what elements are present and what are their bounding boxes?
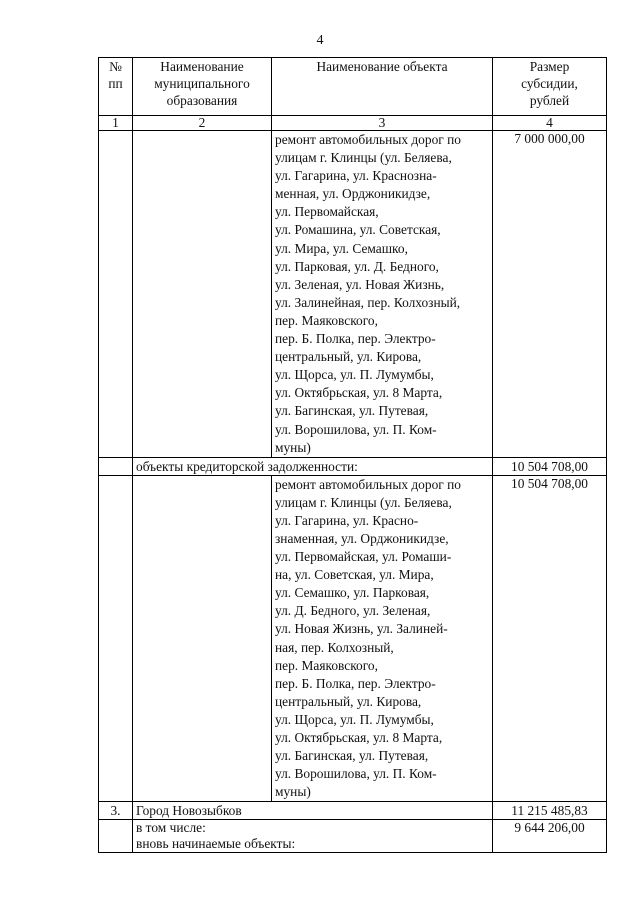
object-line: ул. Залинейная, пер. Колхозный, bbox=[275, 294, 461, 310]
object-line: ул. Ворошилова, ул. П. Ком- bbox=[275, 766, 437, 782]
table-row bbox=[99, 802, 607, 820]
breakdown-line: в том числе: bbox=[136, 820, 206, 836]
object-line: пер. Б. Полка, пер. Электро- bbox=[275, 331, 436, 347]
object-line: улицам г. Клинцы (ул. Беляева, bbox=[275, 150, 452, 166]
header-line: Наименование bbox=[160, 59, 244, 74]
table-row bbox=[99, 820, 607, 853]
object-line: ул. Мира, ул. Семашко, bbox=[275, 240, 408, 256]
subsidy-amount: 11 215 485,83 bbox=[493, 802, 607, 820]
object-line: муны) bbox=[275, 784, 311, 800]
object-description bbox=[272, 475, 493, 802]
object-line: пер. Маяковского, bbox=[275, 657, 378, 673]
table-header-row bbox=[99, 58, 607, 116]
page-number: 4 bbox=[316, 33, 324, 48]
object-line: ул. Гагарина, ул. Краснозна- bbox=[275, 168, 437, 184]
object-line: улицам г. Клинцы (ул. Беляева, bbox=[275, 494, 452, 510]
object-line: ул. Д. Бедного, ул. Зеленая, bbox=[275, 603, 431, 619]
object-line: ул. Гагарина, ул. Красно- bbox=[275, 512, 419, 528]
header-number bbox=[99, 58, 133, 116]
breakdown-label bbox=[133, 820, 493, 853]
object-line: муны) bbox=[275, 439, 311, 455]
header-line: образования bbox=[166, 93, 238, 108]
subsidy-amount: 9 644 206,00 bbox=[493, 820, 607, 853]
object-line: менная, ул. Орджоникидзе, bbox=[275, 186, 431, 202]
object-line: ул. Октябрьская, ул. 8 Марта, bbox=[275, 730, 443, 745]
object-line: ул. Семашко, ул. Парковая, bbox=[275, 585, 430, 601]
object-line: ул. Первомайская, ул. Ромаши- bbox=[275, 549, 452, 565]
breakdown-line: вновь начинаемые объекты: bbox=[136, 836, 296, 852]
header-line: Размер bbox=[529, 59, 570, 74]
object-line: ул. Багинская, ул. Путевая, bbox=[275, 748, 429, 764]
object-line: центральный, ул. Кирова, bbox=[275, 693, 422, 709]
row-number: 3. bbox=[99, 802, 133, 820]
column-number: 2 bbox=[133, 116, 272, 131]
subtotal-label: объекты кредиторской задолженности: bbox=[133, 457, 493, 475]
column-number: 1 bbox=[99, 116, 133, 131]
object-line: ул. Ворошилова, ул. П. Ком- bbox=[275, 421, 437, 437]
object-line: ул. Ромашина, ул. Советская, bbox=[275, 222, 441, 238]
object-line: пер. Б. Полка, пер. Электро- bbox=[275, 675, 436, 691]
object-line: ул. Первомайская, bbox=[275, 204, 379, 220]
object-line: ул. Багинская, ул. Путевая, bbox=[275, 403, 429, 419]
header-line: рублей bbox=[529, 93, 570, 108]
object-line: ул. Новая Жизнь, ул. Залиней- bbox=[275, 621, 448, 637]
object-line: ул. Щорса, ул. П. Лумумбы, bbox=[275, 711, 434, 727]
object-line: пер. Маяковского, bbox=[275, 312, 378, 328]
object-line: ул. Октябрьская, ул. 8 Марта, bbox=[275, 385, 443, 401]
header-line: муниципального bbox=[154, 76, 250, 91]
subsidy-amount: 10 504 708,00 bbox=[493, 457, 607, 475]
table-row bbox=[99, 475, 607, 802]
municipality-name: Город Новозыбков bbox=[133, 802, 493, 820]
header-object bbox=[272, 58, 493, 116]
object-line: ремонт автомобильных дорог по bbox=[275, 476, 461, 492]
object-line: ул. Щорса, ул. П. Лумумбы, bbox=[275, 367, 434, 383]
object-line: ул. Зеленая, ул. Новая Жизнь, bbox=[275, 276, 445, 292]
object-line: ул. Парковая, ул. Д. Бедного, bbox=[275, 258, 439, 274]
subsidy-amount: 7 000 000,00 bbox=[493, 131, 607, 458]
header-subsidy bbox=[493, 58, 607, 116]
object-line: на, ул. Советская, ул. Мира, bbox=[275, 567, 434, 583]
column-number: 4 bbox=[493, 116, 607, 131]
header-line: пп bbox=[108, 76, 123, 91]
subsidy-table bbox=[98, 57, 607, 853]
subsidy-amount: 10 504 708,00 bbox=[493, 475, 607, 802]
object-description bbox=[272, 131, 493, 458]
header-line: субсидии, bbox=[521, 76, 578, 91]
object-line: ная, пер. Колхозный, bbox=[275, 639, 394, 655]
object-line: знаменная, ул. Орджоникидзе, bbox=[275, 530, 449, 546]
object-line: ремонт автомобильных дорог по bbox=[275, 132, 461, 147]
table-row bbox=[99, 131, 607, 458]
column-number: 3 bbox=[272, 116, 493, 131]
header-line: Наименование объекта bbox=[316, 59, 448, 74]
table-row bbox=[99, 457, 607, 475]
object-line: центральный, ул. Кирова, bbox=[275, 349, 422, 365]
column-numbers-row bbox=[99, 116, 607, 131]
header-line: № bbox=[109, 59, 122, 74]
header-municipality bbox=[133, 58, 272, 116]
